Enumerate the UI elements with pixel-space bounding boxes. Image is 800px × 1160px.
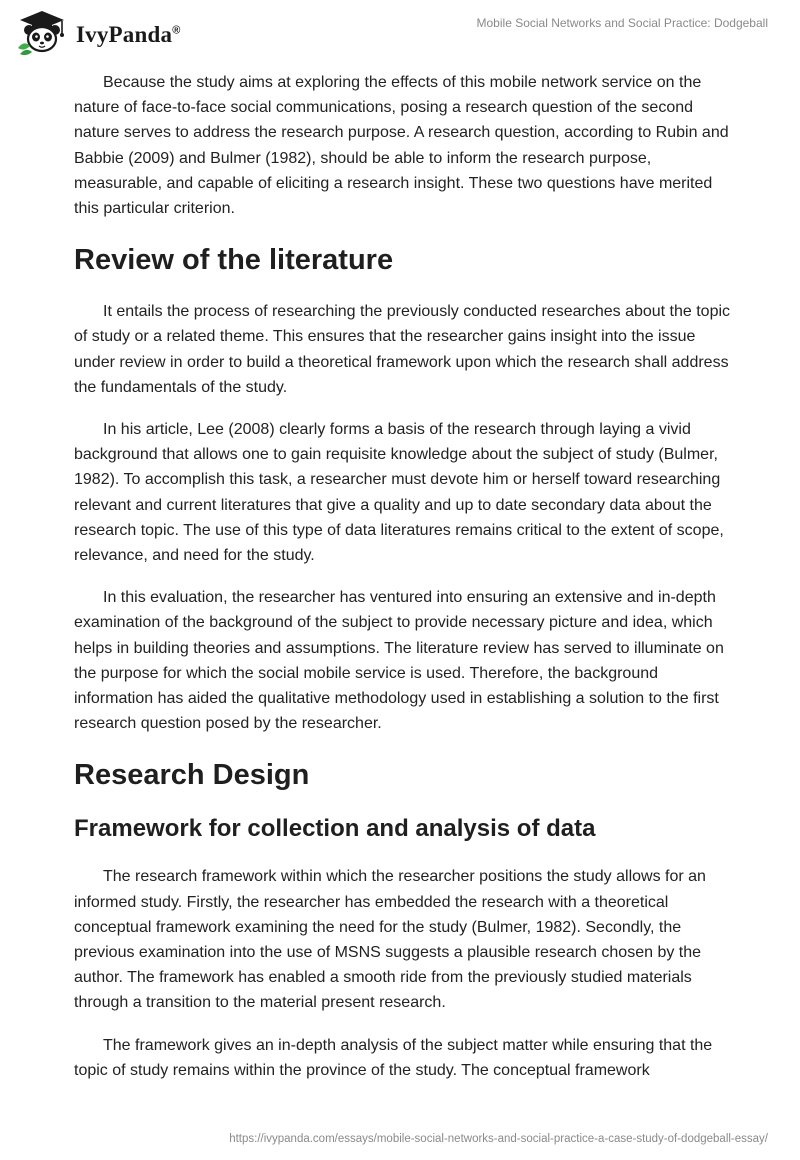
review-paragraph-1: It entails the process of researching the previously conducted researches about the topic of study or a related theme. This ensures that the researcher gains insight into the issue under review in order to build a theoretical framework upon which the research shall address the fundamentals of the study. [74, 303, 731, 396]
intro-paragraph: Because the study aims at exploring the effects of this mobile network service on the nature of face-to-face social communications, posing a research question of the second nature serves to address the research purpose. A research question, according to Rubin and Babbie (2009) and Bulmer (1982), should be able to inform the research purpose, measurable, and capable of eliciting a research insight. These two questions have merited this particular criterion. [74, 74, 729, 218]
review-paragraph-3: In this evaluation, the researcher has ventured into ensuring an extensive and in-depth examination of the background of the subject to provide necessary picture and idea, which helps in building theories and assumptions. The literature review has served to illuminate on the purpose for which the social mobile service is used. Therefore, the background information has aided the qualitative methodology used in establishing a solution to the first research question posed by the researcher. [74, 589, 724, 733]
review-paragraph-2: In his article, Lee (2008) clearly forms a basis of the research through laying a vivid background that allows one to gain requisite knowledge about the subject of study (Bulmer, 1982). To accomplish this task, a researcher must devote him or herself toward researching relevant and current literatures that give a quality and up to date secondary data about the research topic. The use of this type of data literatures remains critical to the extent of scope, relevance, and need for the study. [74, 421, 724, 565]
framework-heading: Framework for collection and analysis of data [74, 815, 596, 843]
framework-paragraph-2: The framework gives an in-depth analysis of the subject matter while ensuring that the topic of study remains within the province of the study. The conceptual framework [74, 1036, 713, 1079]
essay-content [74, 70, 734, 1100]
research-design-heading: Research Design [74, 759, 310, 792]
review-heading: Review of the literature [74, 244, 394, 277]
page-header [0, 0, 800, 70]
logo-wordmark: IvyPanda® [76, 22, 181, 47]
ivypanda-logo[interactable] [14, 8, 181, 56]
running-title: Mobile Social Networks and Social Practice: Dodgeball [476, 16, 768, 30]
framework-paragraph-1: The research framework within which the researcher positions the study allows for an informed study. Firstly, the researcher has embedded the research with a theoretical conceptual framework examining the need for the study (Bulmer, 1982). Secondly, the previous examination into the use of MSNS suggests a plausible research chosen by the author. The framework has enabled a smooth ride from the previously studied materials through a transition to the material present research. [74, 868, 706, 1012]
source-url[interactable]: https://ivypanda.com/essays/mobile-social-networks-and-social-practice-a-case-study-of-dodgeball-essay/ [229, 1133, 768, 1145]
panda-graduate-icon [14, 8, 70, 56]
